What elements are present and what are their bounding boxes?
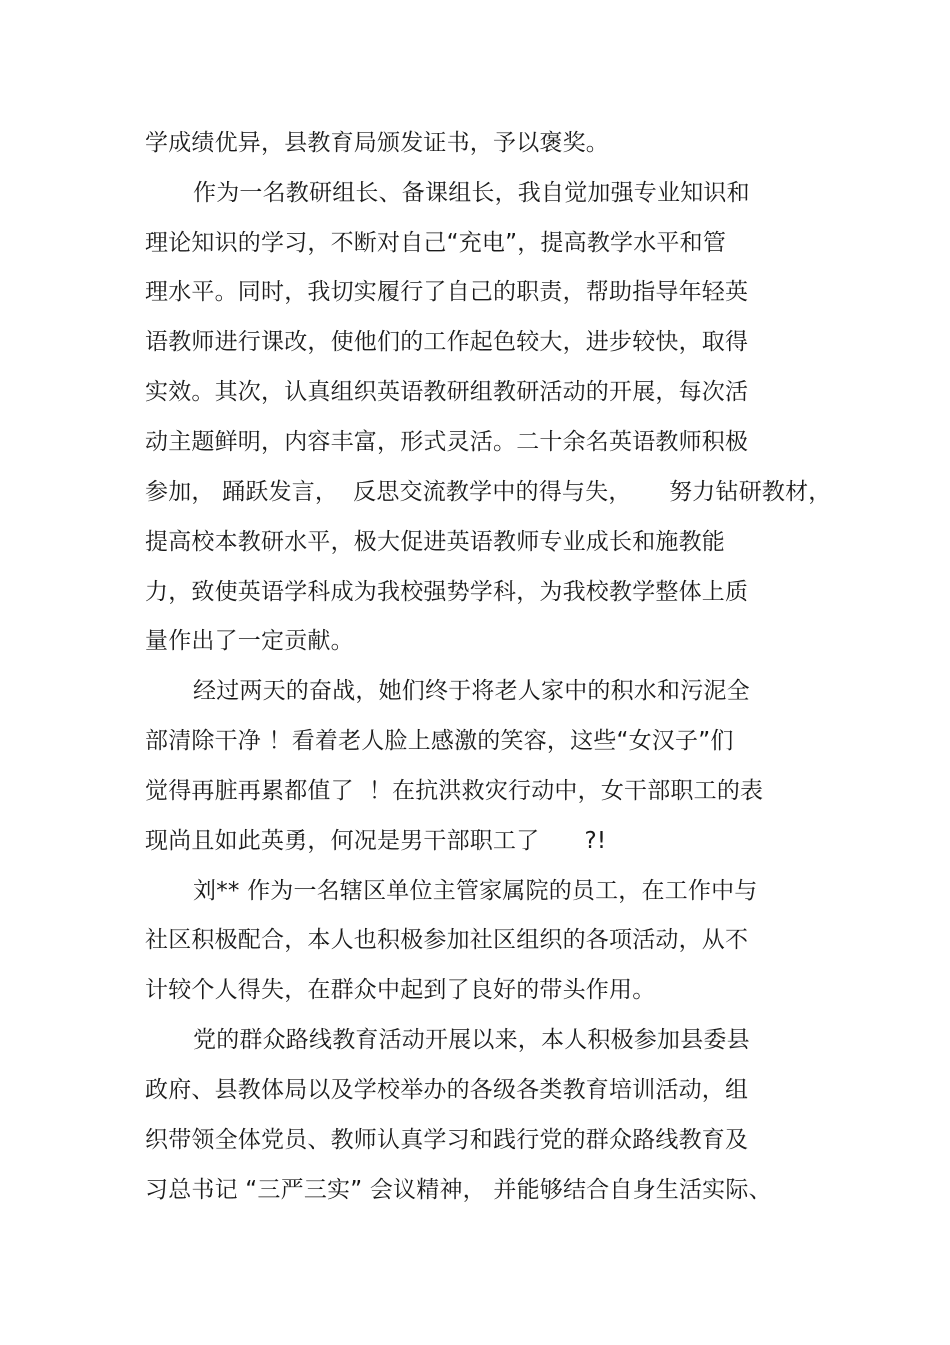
- paragraph-first-line: 经过两天的奋战，她们终于将老人家中的积水和污泥全: [193, 678, 750, 704]
- text-line: 学成绩优异，县教育局颁发证书，予以褒奖。: [145, 130, 609, 156]
- text-line: 习总书记 “三严三实” 会议精神， 并能够结合自身生活实际、: [145, 1177, 772, 1203]
- paragraph-first-line: 党的群众路线教育活动开展以来，本人积极参加县委县: [193, 1027, 750, 1053]
- text-line: 参加， 踊跃发言， 反思交流教学中的得与失， 努力钻研教材，: [145, 479, 832, 505]
- text-line: 理论知识的学习，不断对自己“充电”，提高教学水平和管: [145, 230, 727, 256]
- text-line: 政府、县教体局以及学校举办的各级各类教育培训活动，组: [145, 1077, 749, 1103]
- text-line: 提高校本教研水平，极大促进英语教师专业成长和施教能: [145, 529, 725, 555]
- text-line: 动主题鲜明，内容丰富，形式灵活。二十余名英语教师积极: [145, 429, 749, 455]
- text-line: 量作出了一定贡献。: [145, 628, 354, 654]
- text-line: 实效。其次，认真组织英语教研组教研活动的开展，每次活: [145, 379, 749, 405]
- text-line: 觉得再脏再累都值了 ！在抗洪救灾行动中，女干部职工的表: [145, 778, 764, 804]
- text-line: 理水平。同时，我切实履行了自己的职责，帮助指导年轻英: [145, 279, 749, 305]
- text-line: 现尚且如此英勇，何况是男干部职工了 ?!: [145, 828, 607, 854]
- paragraph-first-line: 作为一名教研组长、备课组长，我自觉加强专业知识和: [193, 180, 750, 206]
- text-line: 计较个人得失，在群众中起到了良好的带头作用。: [145, 977, 656, 1003]
- paragraph-first-line: 刘** 作为一名辖区单位主管家属院的员工，在工作中与: [193, 878, 758, 904]
- text-line: 部清除干净 ！看着老人脸上感激的笑容，这些“女汉子”们: [145, 728, 734, 754]
- text-line: 社区积极配合，本人也积极参加社区组织的各项活动，从不: [145, 927, 749, 953]
- text-line: 力，致使英语学科成为我校强势学科，为我校教学整体上质: [145, 579, 749, 605]
- text-line: 织带领全体党员、教师认真学习和践行党的群众路线教育及: [145, 1127, 749, 1153]
- text-line: 语教师进行课改，使他们的工作起色较大，进步较快，取得: [145, 329, 749, 355]
